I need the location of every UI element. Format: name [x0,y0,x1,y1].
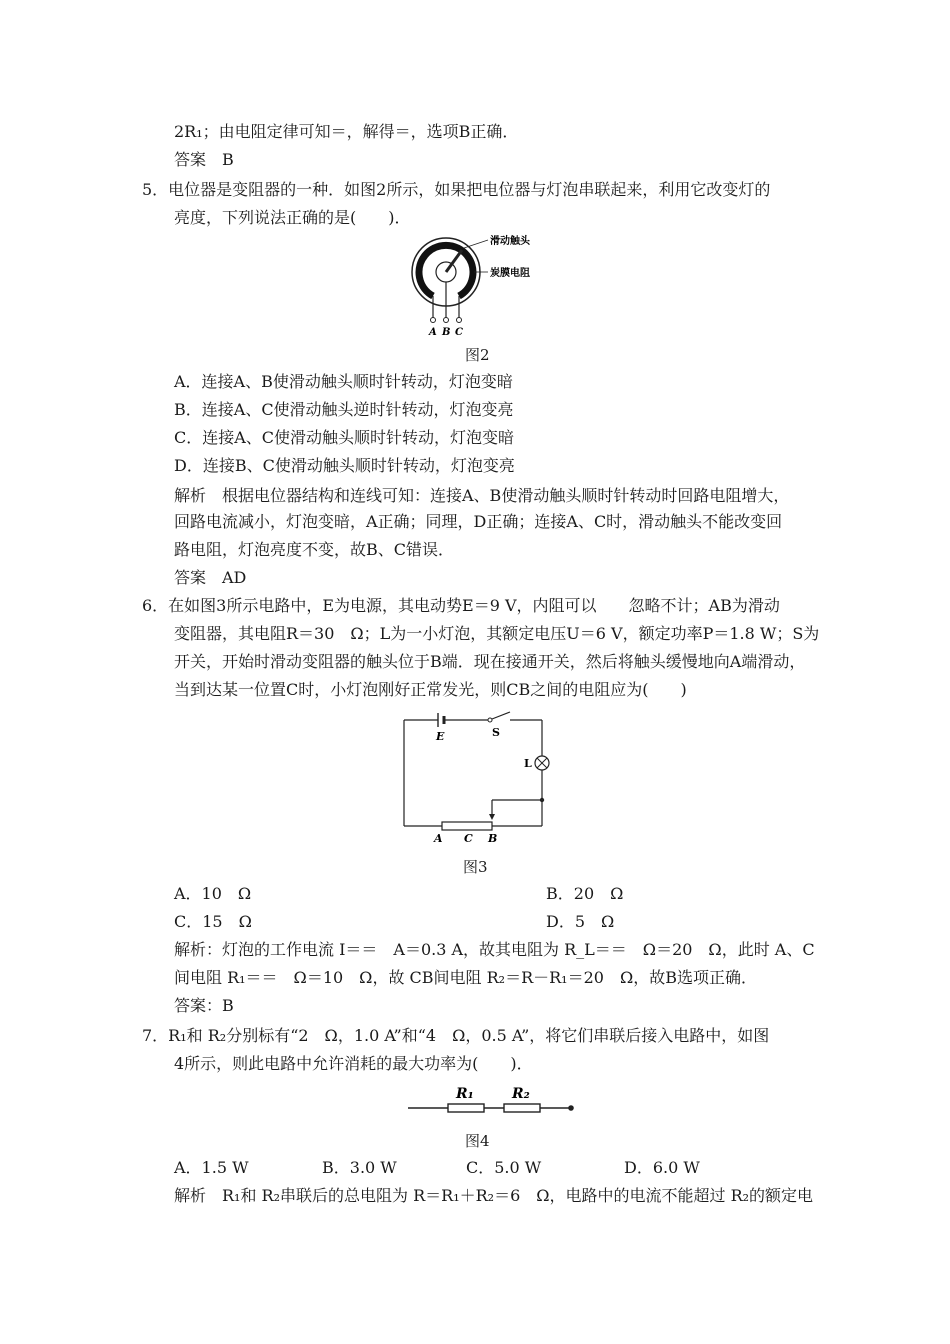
q6-stem-line-2: 变阻器，其电阻R＝30 Ω；L为一小灯泡，其额定电压U＝6 V，额定功率P＝1.8 W；S为 [174,624,820,643]
label-r2: R₂ [512,1086,530,1102]
q7-option-c: C．5.0 W [466,1158,542,1177]
q6-analysis-line-2: 间电阻 R₁＝＝ Ω＝10 Ω，故 CB间电阻 R₂＝R－R₁＝20 Ω，故B选项正确． [174,968,757,987]
label-e: E [436,730,445,743]
q6-option-d: D．5 Ω [546,912,615,931]
q7-stem-line-1: 7．R₁和 R₂分别标有“2 Ω，1.0 A”和“4 Ω，0.5 A”，将它们串联后接入电路中，如图 [142,1026,770,1045]
resistor-r1 [448,1104,484,1112]
prev-answer: 答案 B [174,150,234,169]
slider-contact [446,250,462,272]
q5-analysis-line-1: 解析 根据电位器结构和连线可知：连接A、B使滑动触头顺时针转动时回路电阻增大， [174,486,790,505]
q6-stem-line-3: 开关，开始时滑动变阻器的触头位于B端．现在接通开关，然后将触头缓慢地向A端滑动， [174,652,806,671]
figure-2-potentiometer [408,232,548,340]
q5-option-b: B．连接A、C使滑动触头逆时针转动，灯泡变亮 [174,400,514,419]
q7-option-a: A．1.5 W [174,1158,249,1177]
q5-option-a: A．连接A、B使滑动触头顺时针转动，灯泡变暗 [174,372,513,391]
label-r1: R₁ [456,1086,474,1102]
figure-4-series-resistors [404,1080,584,1120]
q7-analysis-line-1: 解析 R₁和 R₂串联后的总电阻为 R＝R₁＋R₂＝6 Ω，电路中的电流不能超过 R₂的额定电 [174,1186,814,1205]
figure-4-caption: 图4 [465,1132,490,1150]
label-terminal-b: B [442,327,451,338]
label-a: A [434,832,443,845]
label-slider-contact: 滑动触头 [490,236,530,247]
figure-2-caption: 图2 [465,346,490,364]
rheostat [442,822,492,830]
q5-analysis-line-2: 回路电流减小，灯泡变暗，A正确；同理，D正确；连接A、C时，滑动触头不能改变回 [174,512,783,531]
q5-stem-line-2: 亮度，下列说法正确的是( )． [174,208,411,227]
q6-analysis-line-1: 解析：灯泡的工作电流 I＝＝ A＝0.3 A，故其电阻为 R_L＝＝ Ω＝20 Ω，此时 A、C [174,940,815,959]
q5-stem-line-1: 5．电位器是变阻器的一种．如图2所示，如果把电位器与灯泡串联起来，利用它改变灯的 [142,180,771,199]
q6-answer: 答案：B [174,996,234,1015]
resistor-r2 [504,1104,540,1112]
q6-option-a: A．10 Ω [174,884,252,903]
label-c: C [464,832,473,845]
label-s: S [492,726,500,739]
label-carbon-film: 炭膜电阻 [490,268,530,279]
label-l: L [524,757,532,770]
q7-stem-line-2: 4所示，则此电路中允许消耗的最大功率为( )． [174,1054,533,1073]
label-b: B [488,832,498,845]
figure-3-circuit [398,710,558,850]
q7-option-d: D．6.0 W [624,1158,700,1177]
q5-analysis-line-3: 路电阻，灯泡亮度不变，故B、C错误． [174,540,455,559]
terminal-dot [568,1105,574,1111]
q6-stem-line-1: 6．在如图3所示电路中，E为电源，其电动势E＝9 V，内阻可以 忽略不计；AB为滑动 [142,596,780,615]
label-terminal-c: C [455,327,463,338]
q5-answer: 答案 AD [174,568,247,587]
switch-blade [492,712,510,719]
q6-stem-line-4: 当到达某一位置C时，小灯泡刚好正常发光，则CB之间的电阻应为( ) [174,680,687,699]
q6-option-b: B．20 Ω [546,884,624,903]
label-terminal-a: A [429,327,437,338]
q5-option-d: D．连接B、C使滑动触头顺时针转动，灯泡变亮 [174,456,515,475]
figure-3-caption: 图3 [463,858,488,876]
q6-option-c: C．15 Ω [174,912,252,931]
q5-option-c: C．连接A、C使滑动触头顺时针转动，灯泡变暗 [174,428,515,447]
prev-solution-line: 2R₁；由电阻定律可知＝，解得＝，选项B正确． [174,122,519,141]
q7-option-b: B．3.0 W [322,1158,397,1177]
